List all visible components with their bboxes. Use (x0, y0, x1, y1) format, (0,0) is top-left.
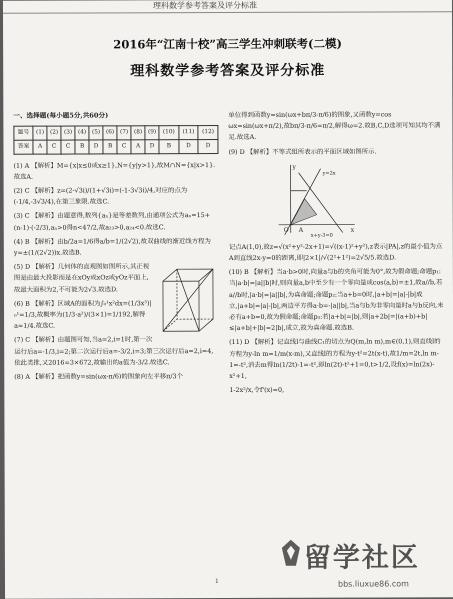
table-cell: B (75, 140, 89, 154)
cube-diagram (157, 261, 219, 339)
solution-4: (4) B 【解析】由b/2a=1/6得a/b=1/(2√2),故双曲线的渐近线方程为y=±(1/(2√2))x.故选B. (14, 236, 219, 259)
origin-label: O (284, 227, 289, 234)
solution-3: (3) C 【解析】由题意得,数列{aₙ}是等差数列,由通项公式为aₙ=15+(n-1)·(-2/3),aₙ>0得n<47/2,故a₂₃>0,a₂₄<0.故选C. (14, 210, 219, 233)
table-cell: (2) (47, 126, 61, 140)
solution-11: (11) D 【解析】记直线l与曲线C₁的切点为Q(m,ln m),m∈(0,1),则直线l的方程为y-ln m=1/m(x-m),又直线l的方程为y-t²=2t(x-t),故1/m=2t,ln m-1=-t²,消去m得ln(1/2t)-1=-t²,即ln(2t)-t²+1=0,t>1/2,设f(x)=ln(2x)-x²+1, (229, 337, 444, 383)
page-header (3, 0, 452, 14)
solution-7: (7) C 【解析】由题图可知,当a=2,i=1时,第一次运行后a=-1/3,i=2;第二次运行后a=-3/2,i=3;第三次运行后a=2,i=4,依此类推,又2016=3×672,故输出的a值为-3/2.故选C. (14, 334, 219, 368)
table-cell: D (89, 139, 103, 153)
answer-table (13, 125, 218, 155)
region-graph (269, 160, 359, 238)
table-cell: D (198, 139, 218, 153)
table-cell: (10) (159, 125, 179, 139)
table-cell: A (131, 139, 145, 153)
solution-11-cont: 1-2x²/x,令f'(x)=0, (229, 384, 444, 396)
watermark-logo-icon (280, 538, 302, 568)
line1-label: y=2x (322, 170, 336, 176)
table-cell: (8) (131, 125, 145, 139)
table-cell: (11) (179, 125, 199, 139)
exam-title: 2016年“江南十校”高三学生冲刺联考(二模) (3, 35, 452, 53)
solution-8: (8) A 【解析】把函数y=sin(ωx-π/6)的图象向左平移π/3个 (14, 371, 219, 383)
table-cell: A (33, 140, 47, 154)
solution-5: (5) D 【解析】几何体的直观图如图所示,其正视图是由最大投影而是在xOy或xOz或yOz平面上,故最大面积为2,不可能为2√3.故选D. (14, 261, 219, 295)
table-cell: (9) (145, 125, 159, 139)
table-cell: B (103, 139, 117, 153)
table-cell: (5) (89, 125, 103, 139)
table-cell: (12) (198, 125, 218, 139)
solution-6: (6) B 【解析】区域A的面积为∫₀¹x²dx=(1/3x³)|₀¹=1/3,故概率为(1/3·a²)/(3×1)=1/192,解得a=1/4.故选C. (14, 298, 219, 332)
page-number: 1 (215, 578, 219, 585)
watermark (280, 531, 450, 594)
table-cell: C (117, 139, 131, 153)
watermark-brand: 留学社区 (304, 535, 420, 574)
table-row-answers (14, 139, 218, 154)
left-column (13, 110, 219, 386)
table-row-numbers (14, 125, 218, 140)
x-axis-label: x (351, 226, 355, 233)
header-text: 理科数学参考答案及评分标准 (153, 0, 257, 11)
point-a-label: A (298, 227, 304, 234)
answer-sheet-page (3, 0, 453, 599)
right-column (228, 109, 444, 399)
table-cell: B (159, 139, 179, 153)
solution-2: (2) C 【解析】z=(2-√3i)/(1+√3i)=(-1-3√3i)/4,对应的点为(-1/4,-3√3/4),在第三象限.故选C. (14, 185, 219, 208)
table-cell: D (179, 139, 199, 153)
line2-label: x+y-3=0 (311, 232, 333, 238)
table-cell: 答案 (14, 140, 33, 154)
table-cell: (6) (103, 125, 117, 139)
table-cell: C (47, 140, 61, 154)
table-cell: C (61, 140, 75, 154)
solution-8-cont: 单位得到函数y=sin(ωx+bπ/3-π/6)的图象,又函数y=cos ωx=sin(ωx+π/2),故bπ/3-π/6=π/2,解得ω=2.故B,C,D选项可知其均不满足.故选A. (228, 109, 443, 143)
table-cell: (4) (75, 126, 89, 140)
solution-9-cont: 记点A(1,0),故z=√(x²+y²-2x+1)=√((x-1)²+y²),z表示|PA|,z的最小值为点A到直线2x-y=0的距离,即|2×1|/√(2²+1²)=2√5/5.故选D. (229, 241, 444, 264)
solution-1: (1) A 【解析】M={x|x≤0或x≥1},N={y|y>1},故M∩N={x|x>1}.故选A. (14, 160, 219, 183)
solution-9: (9) D 【解析】不等式组所表示的平面区域如图所示. (228, 146, 443, 158)
table-cell: D (145, 139, 159, 153)
solution-10: (10) B 【解析】当a·b>0时,向量a与b的夹角可能为0°,故为假命题;命题p₁:当|a·b|=|a||b|时,则向量a,b中至少有一个零向量或cos⟨a,b⟩=±1,故a//b,若a//b时,|a·b|=|a||b|,为真命题;命题p₂:当a+b=0时,|a+b|=|a|-|b|成立,|a+b|=|a|-|b|,两边平方得a·b=-|a||b|,当a与b为非零向量时a与b反向,未必有a+b=0,故为假命题;命题p₃:若|a+b|=|b|,则|a+2b|=|(a+b)+b|≤|a+b|+|b|=2|b|,成立,故为真命题.故选B. (229, 266, 444, 334)
table-cell: 题号 (14, 126, 33, 140)
section-heading: 一、选择题(每小题5分,共60分) (13, 110, 218, 122)
solution-5-block (14, 261, 219, 295)
doc-title: 理科数学参考答案及评分标准 (3, 59, 452, 81)
y-axis-label: y (292, 164, 297, 171)
watermark-url: bbs.liuxue86.com (338, 579, 409, 588)
table-cell: (3) (61, 126, 75, 140)
table-cell: (1) (33, 126, 47, 140)
table-cell: (7) (117, 125, 131, 139)
